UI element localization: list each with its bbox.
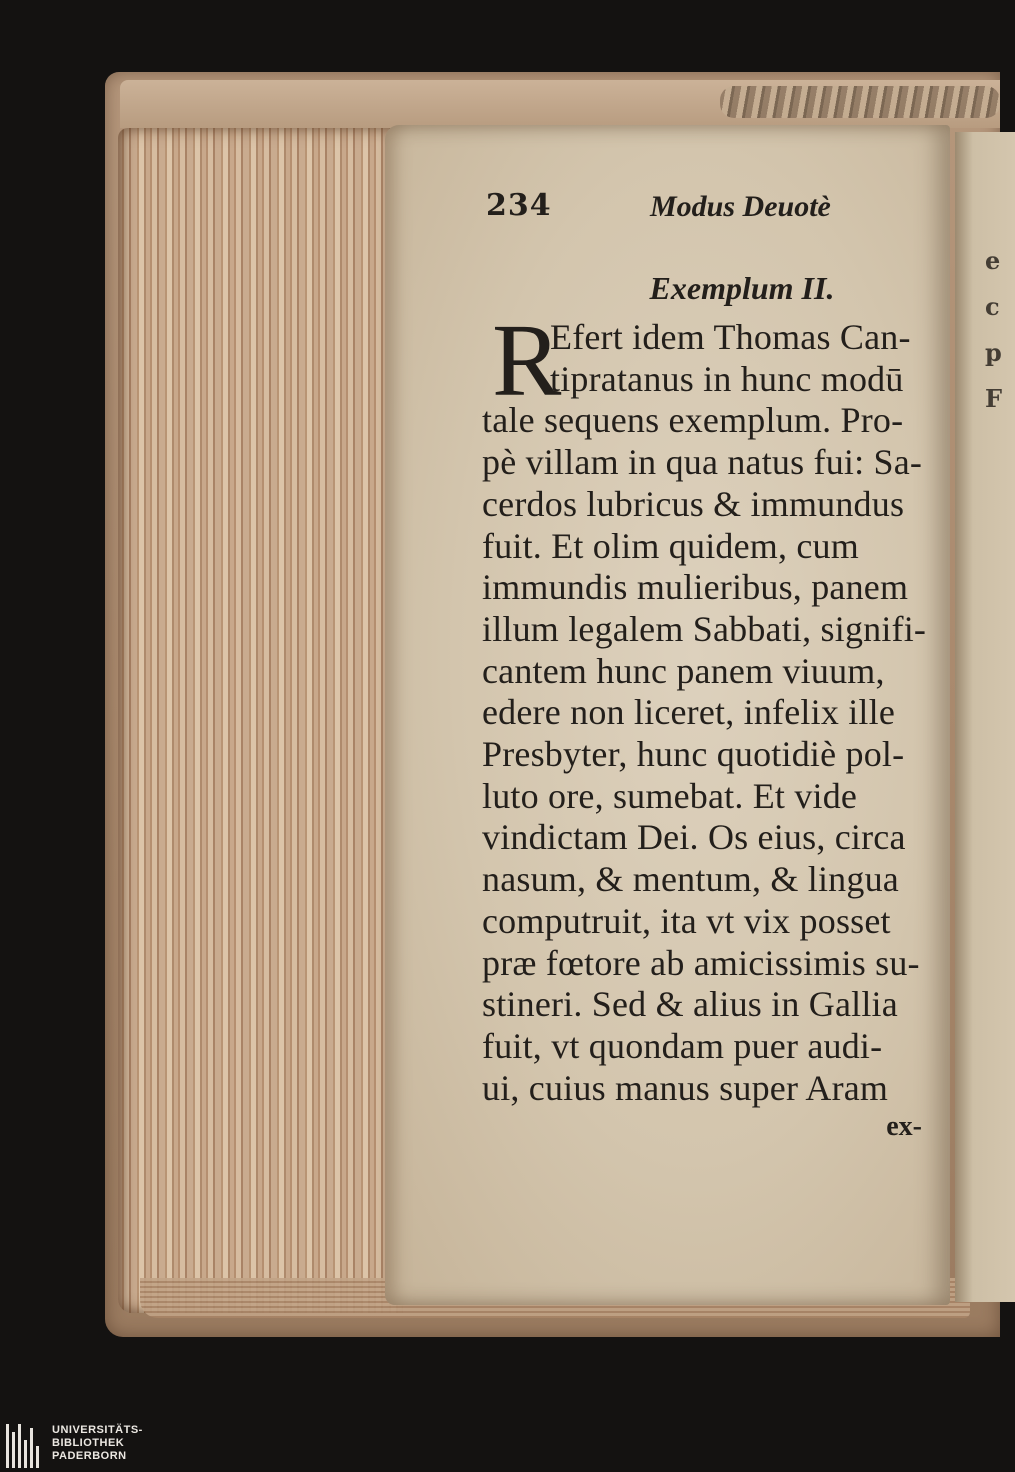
text-line: fuit, vt quondam puer audi- xyxy=(482,1025,883,1066)
text-line: cerdos lubricus & immundus xyxy=(482,483,905,524)
catchword: ex- xyxy=(886,1111,922,1143)
adjacent-fragment: e xyxy=(985,246,1001,275)
text-line: luto ore, sumebat. Et vide xyxy=(482,775,858,816)
library-logo-icon xyxy=(6,1424,44,1468)
text-line: nasum, & mentum, & lingua xyxy=(482,859,899,900)
text-line: præ fœtore ab amicissimis su- xyxy=(482,942,920,983)
adjacent-fragment: F xyxy=(985,384,1003,413)
text-line: edere non liceret, infelix ille xyxy=(482,692,896,733)
page-fore-edge xyxy=(118,128,403,1313)
running-head xyxy=(482,188,952,240)
text-line: stineri. Sed & alius in Gallia xyxy=(482,984,898,1025)
body-text xyxy=(482,303,952,1109)
logo-line: BIBLIOTHEK xyxy=(52,1437,125,1449)
section-heading: Exemplum II. xyxy=(649,270,835,306)
adjacent-fragment: c xyxy=(985,292,1000,321)
text-line: tale sequens exemplum. Pro- xyxy=(482,400,904,441)
library-logo-text xyxy=(52,1424,143,1463)
logo-line: UNIVERSITÄTS- xyxy=(52,1424,143,1436)
logo-line: PADERBORN xyxy=(52,1450,127,1462)
running-title: Modus Deuotè xyxy=(650,190,831,223)
text-line: Presbyter, hunc quotidiè pol- xyxy=(482,734,905,775)
text-line: cantem hunc panem viuum, xyxy=(482,650,885,691)
text-line: Efert idem Thomas Can- xyxy=(550,317,911,357)
text-line: tipratanus in hunc modū xyxy=(550,358,904,399)
text-line: illum legalem Sabbati, signifi- xyxy=(482,608,927,649)
text-line: pè villam in qua natus fui: Sa- xyxy=(482,442,923,483)
text-line: computruit, ita vt vix posset xyxy=(482,900,891,941)
adjacent-fragment: p xyxy=(985,338,1002,367)
text-line: ui, cuius manus super Aram xyxy=(482,1067,889,1108)
drop-cap: R xyxy=(492,303,562,418)
page-number: 234 xyxy=(486,188,552,223)
library-logo xyxy=(6,1424,143,1468)
text-line: vindictam Dei. Os eius, circa xyxy=(482,817,906,858)
headband-cord xyxy=(720,86,1000,118)
text-line: fuit. Et olim quidem, cum xyxy=(482,525,859,566)
text-line: immundis mulieribus, panem xyxy=(482,567,909,608)
page-text-block xyxy=(482,188,952,1143)
adjacent-page-text xyxy=(985,238,1005,422)
